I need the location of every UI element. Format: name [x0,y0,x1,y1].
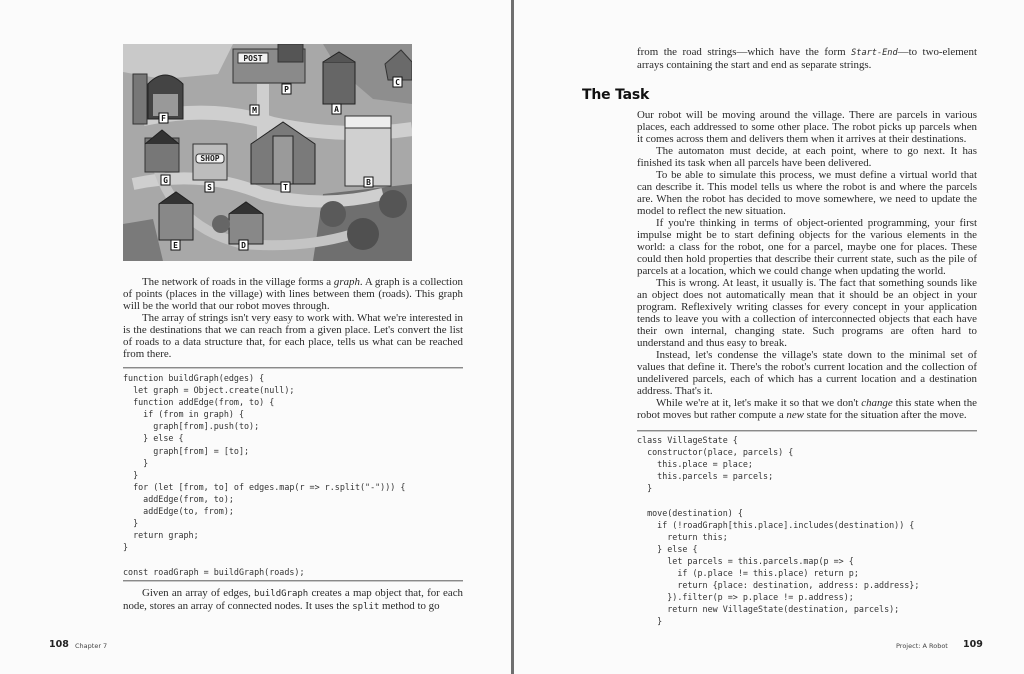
text: this state when the robot moves but rather compute a [637,397,977,421]
place-label-g: G [163,176,168,185]
code-block-build-graph: function buildGraph(edges) { let graph = Object.create(null); function addEdge(from, to) { if (from in graph) { graph[from].push(to); } else { graph[from] = [to]; } } for (let [from, to] of edges.map(r => r.split("-"))) { addEdge(from, to); addEdge(to, from); } return graph; } const roadGraph = buildGraph(roads); [123,373,406,577]
running-footer: Project: A Robot [896,642,948,650]
code-block-village-state: class VillageState { constructor(place, parcels) { this.place = place; this.parcels = parcels; } move(destination) { if (!roadGraph[this.place].includes(destination)) { return this; } else { let parcels = this.parcels.map(p => { if (p.place != this.place) return p; return {place: destination, address: p.address}; }).filter(p => p.place != p.address); return new VillageState(destination, parcels); } [637,435,920,627]
shop-sign: SHOP [200,154,220,163]
text: state for the situation after the move. [803,409,967,421]
paragraph: The automaton must decide, at each point, where to go next. It has finished its task when all parcels have been delivered. [637,145,977,169]
place-label-a: A [334,105,339,114]
text: —to two-element arrays containing the start and end as separate strings. [637,46,977,71]
code-rule-top [123,367,463,369]
paragraph-array-of-strings: The array of strings isn't very easy to work with. What we're interested in is the destinations that we can reach from a given place. Let's convert the list of roads to a data structure that, for each place, tells us what can be reached from there. [123,312,463,360]
text: method to go [379,600,440,612]
page-number: 108 [49,639,69,650]
body-text-graph [123,276,463,360]
emphasis-graph: graph [333,276,360,288]
paragraph: Instead, let's condense the village's state down to the minimal set of values that define it. There's the robot's current location and the collection of undelivered parcels, each of which has a current location and a destination address. That's it. [637,349,977,397]
right-page [514,0,1024,674]
place-label-p: P [284,85,289,94]
paragraph-graph [123,276,463,312]
paragraph: Our robot will be moving around the village. There are parcels in various places, each addressed to some other place. The robot picks up parcels when it comes across them and delivers them when it arrives at their destinations. [637,109,977,145]
text: from the road strings—which have the form [637,46,852,58]
place-label-c: C [395,78,400,87]
body-text-continued [637,46,977,71]
emphasis: new [786,409,804,421]
paragraph-build-graph [123,587,463,613]
post-sign: POST [243,54,263,63]
emphasis: change [861,397,893,409]
paragraph-continued [637,46,977,71]
text: While we're at it, let's make it so that we don't [656,397,862,409]
inline-code: buildGraph [254,589,309,599]
inline-code-italic: Start-End [851,48,898,58]
code-rule-bottom [123,580,463,582]
inline-code: split [352,602,380,612]
place-label-f: F [161,114,166,123]
place-label-e: E [173,241,178,250]
left-page [0,0,511,674]
text: . A graph is a collection of points (places in the village) with lines between them (roads). This graph will be the world that our robot moves through. [123,276,463,312]
place-label-m: M [252,106,257,115]
place-label-t: T [283,183,288,192]
paragraph-last [637,397,977,421]
text: The network of roads in the village forms a [142,276,334,288]
running-footer: Chapter 7 [75,642,108,650]
text: Given an array of edges, [142,587,255,599]
village-map-illustration [123,44,412,261]
paragraph: If you're thinking in terms of object-oriented programming, your first impulse might be to start defining objects for the various elements in the world: a class for the robot, one for a parcel, maybe one for places. These could then hold properties that describe their current state, such as the pile of parcels at a location, which we could change when updating the world. [637,217,977,277]
place-label-b: B [366,178,371,187]
village-map-drawing [123,44,412,261]
text: creates a map object that, for each node, stores an array of connected nodes. It uses the [123,587,463,612]
section-heading: The Task [582,87,650,103]
body-text-build-graph [123,587,463,613]
place-label-d: D [241,241,246,250]
paragraph: This is wrong. At least, it usually is. The fact that something sounds like an object does not automatically mean that it should be an object in your program. Reflexively writing classes for every concept in your application tends to leave you with a collection of interconnected objects that each have their own internal, changing state. Such programs are often hard to understand and thus easy to break. [637,277,977,349]
paragraph: To be able to simulate this process, we must define a virtual world that can describe it. This model tells us where the robot is and where the parcels are. When the robot has decided to move somewhere, we need to update the model to reflect the new situation. [637,169,977,217]
body-text-task [637,109,977,421]
place-label-s: S [207,183,212,192]
code-rule-top [637,430,977,432]
page-number: 109 [963,639,983,650]
